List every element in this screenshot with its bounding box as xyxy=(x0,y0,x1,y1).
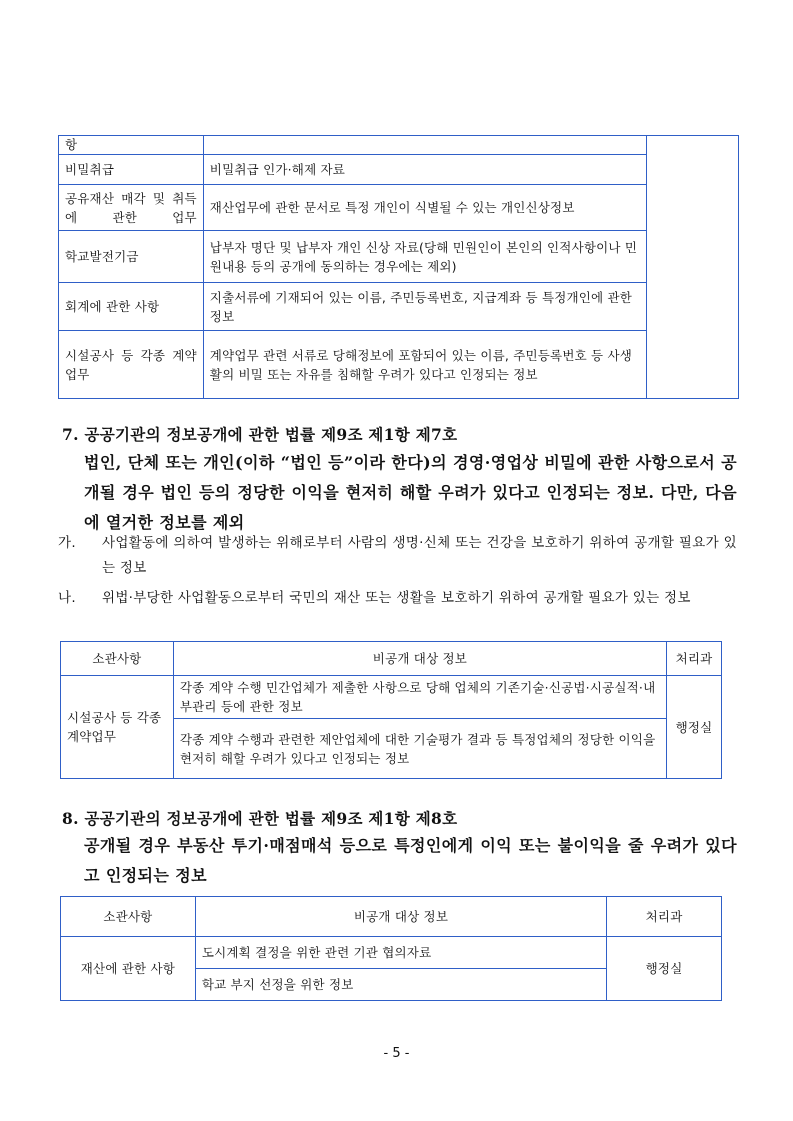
section-8-body: 공개될 경우 부동산 투기·매점매석 등으로 특정인에게 이익 또는 불이익을 줄 우려가 있다고 인정되는 정보 xyxy=(84,836,737,885)
table-row xyxy=(59,331,739,399)
list-marker: 가. xyxy=(58,535,76,551)
table-cell-item: 공유재산 매각 및 취득에 관한 업무 xyxy=(59,185,204,231)
table-cell-info: 도시계획 결정을 위한 관련 기관 협의자료 xyxy=(195,937,606,969)
table-cell-dept: 행정실 xyxy=(607,937,722,1001)
section-8-table xyxy=(60,896,722,1001)
column-header: 비공개 대상 정보 xyxy=(195,897,606,937)
table-cell-info: 비밀취급 인가·해제 자료 xyxy=(203,155,646,185)
table-cell-item: 재산에 관한 사항 xyxy=(61,937,196,1001)
table-cell-info: 각종 계약 수행 민간업체가 제출한 사항으로 당해 업체의 기존기술·신공법·시공실적·내부관리 등에 관한 정보 xyxy=(173,676,666,719)
section-8-heading: 8. 공공기관의 정보공개에 관한 법률 제9조 제1항 제8호 xyxy=(62,809,458,828)
table-cell-dept xyxy=(647,136,739,399)
table-cell-item: 항 xyxy=(59,136,204,155)
table-header-row xyxy=(61,642,722,676)
table-row xyxy=(59,231,739,283)
section-7-heading: 7. 공공기관의 정보공개에 관한 법률 제9조 제1항 제7호 xyxy=(62,425,458,444)
table-row xyxy=(61,676,722,719)
table-cell-info: 학교 부지 선정을 위한 정보 xyxy=(195,969,606,1001)
table-row xyxy=(61,937,722,969)
table-cell-info xyxy=(203,136,646,155)
list-item xyxy=(58,531,737,581)
column-header: 비공개 대상 정보 xyxy=(173,642,666,676)
table-cell-dept: 행정실 xyxy=(667,676,722,779)
table-cell-item: 학교발전기금 xyxy=(59,231,204,283)
list-item-text: 위법·부당한 사업활동으로부터 국민의 재산 또는 생활을 보호하기 위하여 공개할 필요가 있는 정보 xyxy=(102,590,691,606)
section-7-list xyxy=(58,531,737,611)
table-cell-item: 회계에 관한 사항 xyxy=(59,283,204,331)
list-item xyxy=(58,586,737,611)
table-cell-item: 시설공사 등 각종 계약업무 xyxy=(59,331,204,399)
table-cell-item: 시설공사 등 각종 계약업무 xyxy=(61,676,174,779)
table-cell-info: 각종 계약 수행과 관련한 제안업체에 대한 기술평가 결과 등 특정업체의 정당한 이익을 현저히 해할 우려가 있다고 인정되는 정보 xyxy=(173,719,666,779)
table-row xyxy=(59,185,739,231)
column-header: 소관사항 xyxy=(61,897,196,937)
table-cell-info: 지출서류에 기재되어 있는 이름, 주민등록번호, 지급계좌 등 특정개인에 관한 정보 xyxy=(203,283,646,331)
list-item-text: 사업활동에 의하여 발생하는 위해로부터 사람의 생명·신체 또는 건강을 보호하기 위하여 공개할 필요가 있는 정보 xyxy=(102,535,737,576)
table-cell-item: 비밀취급 xyxy=(59,155,204,185)
table-row xyxy=(59,136,739,155)
table-cell-info: 재산업무에 관한 문서로 특정 개인이 식별될 수 있는 개인신상정보 xyxy=(203,185,646,231)
column-header: 처리과 xyxy=(607,897,722,937)
table-cell-info: 납부자 명단 및 납부자 개인 신상 자료(당해 민원인이 본인의 인적사항이나 민원내용 등의 공개에 동의하는 경우에는 제외) xyxy=(203,231,646,283)
list-marker: 나. xyxy=(58,590,76,606)
column-header: 처리과 xyxy=(667,642,722,676)
table-row xyxy=(59,155,739,185)
page-number: - 5 - xyxy=(383,1046,410,1061)
table-row xyxy=(59,283,739,331)
section-7-table xyxy=(60,641,722,779)
table-header-row xyxy=(61,897,722,937)
table-cell-info: 계약업무 관련 서류로 당해정보에 포함되어 있는 이름, 주민등록번호 등 사생활의 비밀 또는 자유를 침해할 우려가 있다고 인정되는 정보 xyxy=(203,331,646,399)
column-header: 소관사항 xyxy=(61,642,174,676)
section-7-body: 법인, 단체 또는 개인(이하 “법인 등”이라 한다)의 경영·영업상 비밀에 관한 사항으로서 공개될 경우 법인 등의 정당한 이익을 현저히 해할 우려가 있다고 인정되는 정보. 다만, 다음에 열거한 정보를 제외 xyxy=(84,453,737,532)
table-continued xyxy=(58,135,739,399)
